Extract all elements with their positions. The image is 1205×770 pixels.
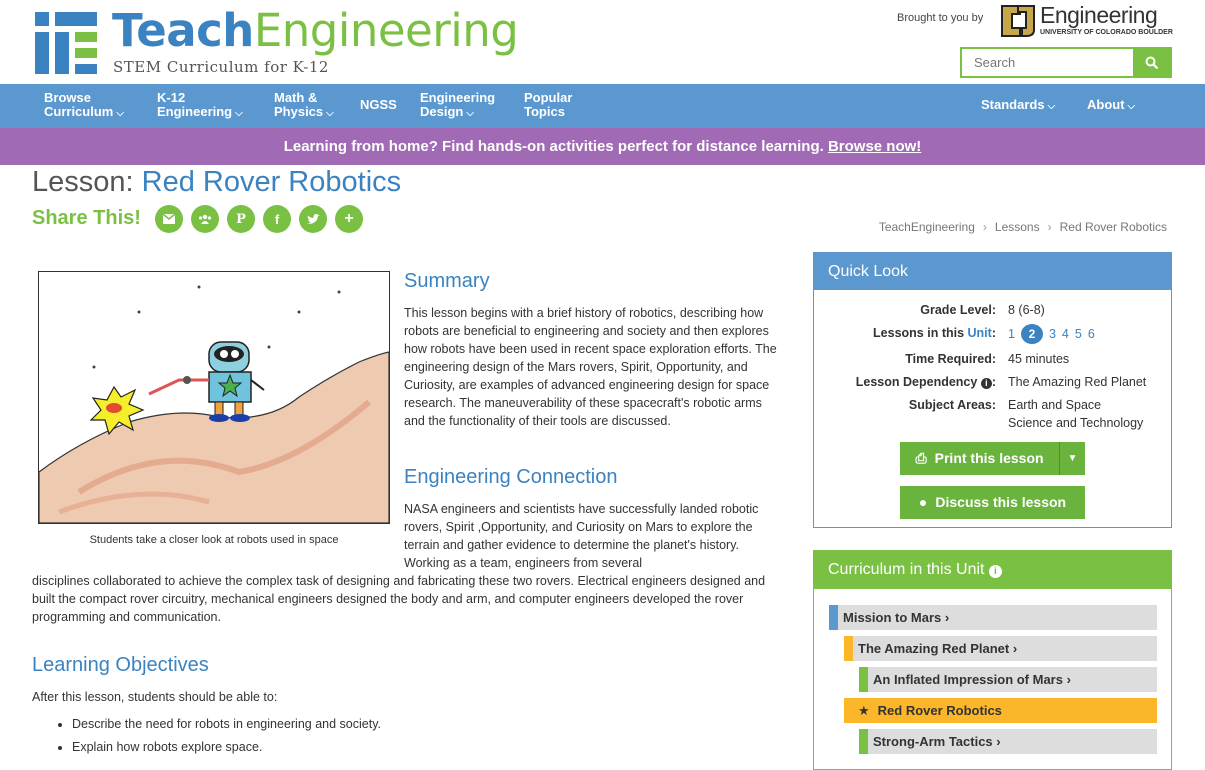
- item-text: Mission to Mars: [843, 610, 942, 625]
- printer-icon: ⎙: [915, 450, 927, 466]
- nav-label: Curriculum: [44, 104, 114, 119]
- objectives-list: [32, 713, 772, 759]
- print-lesson-button-group: [900, 442, 1085, 475]
- pinterest-icon: P: [236, 211, 246, 227]
- nav-about[interactable]: [1087, 98, 1135, 114]
- nav-label: Standards: [981, 97, 1045, 112]
- logo-title-teach: Teach: [112, 4, 254, 57]
- facebook-icon: f: [274, 211, 280, 227]
- lessons-in-unit-label: [873, 326, 996, 340]
- list-item: • Explain how robots explore space.: [72, 736, 772, 759]
- print-options-dropdown[interactable]: ▼: [1067, 453, 1078, 464]
- logo-title: [112, 4, 518, 57]
- main-nav: [0, 84, 1205, 128]
- lesson-name: Red Rover Robotics: [141, 166, 402, 198]
- image-caption: Students take a closer look at robots used in space: [89, 534, 339, 546]
- nav-k12-engineering[interactable]: [157, 91, 243, 121]
- search-button[interactable]: [1133, 49, 1170, 76]
- nav-label: Browse: [44, 90, 91, 105]
- discuss-label: Discuss this lesson: [935, 494, 1067, 510]
- item-text: Red Rover Robotics: [877, 703, 1002, 718]
- plus-icon: +: [344, 210, 354, 227]
- logo-title-engineering: Engineering: [253, 4, 519, 57]
- chevron-right-icon: ›: [1012, 641, 1018, 656]
- chevron-right-icon: ›: [1066, 672, 1071, 687]
- curriculum-heading: [814, 551, 1171, 589]
- nav-label: NGSS: [360, 97, 397, 112]
- curriculum-item-lesson[interactable]: [844, 636, 1157, 661]
- item-label: [858, 698, 1002, 723]
- breadcrumb-current: Red Rover Robotics: [1059, 220, 1167, 234]
- summary-text: This lesson begins with a brief history of robotics, describing how robots are beneficial to engineering and society and then explores how robots have been used in recent space exploration efforts. The engineering design of the Mars rovers, Spirit, Opportunity, and Curiosity, are examples of advanced engineering design for space research. The maneuverability of these spacecraft's robotic arms and the functionality of their tools are discussed.: [404, 306, 777, 428]
- time-required-label: Time Required:: [905, 352, 996, 366]
- nav-engineering-design[interactable]: [420, 91, 495, 121]
- search-box: [960, 47, 1172, 78]
- item-color-bar: [859, 729, 868, 754]
- summary-heading: Summary: [404, 270, 490, 292]
- chevron-down-icon: ⌵: [1047, 101, 1056, 112]
- chevron-down-icon: ⌵: [1127, 101, 1136, 112]
- lesson-number-link[interactable]: 3: [1048, 327, 1056, 341]
- item-label: [858, 636, 1017, 661]
- curriculum-item-activity[interactable]: [859, 667, 1157, 692]
- curriculum-heading-text: Curriculum in this Unit: [828, 561, 985, 578]
- quick-look-panel: [813, 252, 1172, 528]
- share-pinterest-button[interactable]: [227, 205, 255, 233]
- item-label: [873, 729, 1001, 754]
- lesson-number-link[interactable]: 1: [1008, 327, 1015, 341]
- nav-label: Physics: [274, 104, 324, 119]
- curriculum-item-activity[interactable]: [859, 729, 1157, 754]
- item-text: The Amazing Red Planet: [858, 641, 1010, 656]
- browse-now-link[interactable]: Browse now!: [827, 138, 922, 155]
- item-text: An Inflated Impression of Mars: [873, 672, 1063, 687]
- lesson-number-link[interactable]: 5: [1074, 327, 1082, 341]
- current-lesson-number: 2: [1021, 324, 1043, 344]
- partner-name: Engineering: [1040, 2, 1158, 28]
- item-text: Strong-Arm Tactics: [873, 734, 993, 749]
- print-lesson-button[interactable]: [900, 442, 1060, 475]
- curriculum-item-unit[interactable]: [829, 605, 1157, 630]
- curriculum-panel: [813, 550, 1172, 770]
- item-color-bar: [859, 667, 868, 692]
- classroom-icon: [198, 214, 212, 224]
- nav-label: Popular: [524, 90, 573, 105]
- share-facebook-button[interactable]: [263, 205, 291, 233]
- robot-drawing-image[interactable]: [38, 271, 390, 524]
- item-label: [843, 605, 949, 630]
- discuss-lesson-button[interactable]: [900, 486, 1085, 519]
- chevron-right-icon: ›: [996, 734, 1001, 749]
- brought-by-text: Brought to you by: [897, 12, 984, 24]
- dependency-link[interactable]: The Amazing Red Planet: [1008, 375, 1147, 389]
- nav-browse-curriculum[interactable]: [44, 91, 124, 121]
- title-prefix: Lesson:: [32, 166, 142, 198]
- banner-text: Learning from home? Find hands-on activities perfect for distance learning.: [283, 138, 828, 155]
- grade-level-label: Grade Level:: [920, 303, 996, 317]
- breadcrumb-lessons-link[interactable]: Lessons: [994, 220, 1040, 234]
- share-label: Share This!: [32, 207, 141, 229]
- item-label: [873, 667, 1071, 692]
- label-text: Lesson Dependency: [855, 375, 978, 389]
- breadcrumb: [879, 220, 1167, 234]
- engineering-connection-heading: Engineering Connection: [404, 466, 618, 488]
- cu-boulder-logo-icon[interactable]: [1000, 4, 1036, 38]
- curriculum-item-current-lesson[interactable]: [844, 698, 1157, 723]
- envelope-icon: [163, 214, 175, 224]
- te-logo-icon: [35, 12, 99, 74]
- list-item: • Describe the need for robots in engineering and society.: [72, 713, 772, 736]
- site-header: [0, 0, 1205, 84]
- nav-label: Math &: [274, 90, 318, 105]
- share-email-button[interactable]: [155, 205, 183, 233]
- chevron-down-icon: ⌵: [326, 108, 334, 119]
- subject-link[interactable]: Earth and Space: [1008, 398, 1102, 412]
- page-title: [32, 166, 401, 199]
- share-more-button[interactable]: [335, 205, 363, 233]
- quick-look-heading: Quick Look: [814, 253, 1171, 290]
- learning-objectives-heading: Learning Objectives: [32, 654, 209, 676]
- share-google-classroom-button[interactable]: [191, 205, 219, 233]
- chevron-down-icon: ⌵: [235, 108, 243, 119]
- time-required-value: 45 minutes: [1008, 352, 1070, 366]
- nav-math-physics[interactable]: [274, 91, 334, 121]
- chevron-right-icon: ›: [982, 220, 987, 234]
- nav-label: Design: [420, 104, 464, 119]
- engineering-connection-text-part1: NASA engineers and scientists have successfully landed robotic rovers, Spirit ,Opportunity, and Curiosity on Mars to explore the terrain and gather evidence to determine the planet's history. Working as a team, engineers from several: [404, 502, 759, 570]
- nav-label: Topics: [524, 104, 565, 119]
- lesson-number-link[interactable]: 4: [1061, 327, 1069, 341]
- lesson-number-link[interactable]: 6: [1087, 327, 1095, 341]
- subject-areas-label: Subject Areas:: [908, 398, 996, 412]
- nav-label: About: [1087, 97, 1125, 112]
- share-twitter-button[interactable]: [299, 205, 327, 233]
- comment-icon: ●: [918, 494, 928, 510]
- nav-label: Engineering: [157, 104, 233, 119]
- item-color-bar: [829, 605, 838, 630]
- engineering-connection-text-part2: disciplines collaborated to achieve the complex task of designing and fabricating these two rovers. Electrical engineers designed and built the compact rover circuitry, mechanical engineers designed the body and arm, and computer engineers developed the rover programming and communication.: [32, 574, 766, 624]
- chevron-right-icon: ›: [1047, 220, 1052, 234]
- partner-subtitle: UNIVERSITY OF COLORADO BOULDER: [1040, 29, 1173, 36]
- breadcrumb-home-link[interactable]: TeachEngineering: [878, 220, 975, 234]
- info-icon[interactable]: i: [989, 565, 1002, 578]
- nav-label: K-12: [157, 90, 186, 105]
- search-icon: [1145, 56, 1159, 70]
- lesson-dependency-label: Lesson Dependency i :: [855, 375, 996, 389]
- logo-tagline: STEM Curriculum for K-12: [113, 58, 329, 76]
- objectives-intro: After this lesson, students should be able to:: [32, 690, 278, 704]
- chevron-down-icon: ⌵: [466, 108, 474, 119]
- item-color-bar: [844, 636, 853, 661]
- nav-label: Engineering: [420, 90, 496, 105]
- unit-link[interactable]: Unit: [967, 326, 992, 340]
- lesson-number-list: [1008, 324, 1101, 344]
- print-label: Print this lesson: [934, 450, 1044, 466]
- twitter-icon: [307, 214, 320, 225]
- info-icon[interactable]: i: [981, 378, 992, 389]
- label-colon: :: [991, 326, 996, 340]
- nav-ngss[interactable]: [360, 98, 397, 112]
- grade-level-value: 8 (6-8): [1008, 303, 1045, 317]
- star-icon: ★: [858, 703, 870, 718]
- subject-link[interactable]: Science and Technology: [1008, 416, 1144, 430]
- nav-standards[interactable]: [981, 98, 1055, 114]
- search-input[interactable]: [962, 49, 1135, 76]
- chevron-down-icon: ⌵: [116, 108, 124, 119]
- robot-illustration: [39, 272, 389, 523]
- distance-learning-banner: [0, 128, 1205, 165]
- label-text: Lessons in this: [873, 326, 968, 340]
- chevron-right-icon: ›: [944, 610, 950, 625]
- nav-popular-topics[interactable]: [524, 91, 572, 119]
